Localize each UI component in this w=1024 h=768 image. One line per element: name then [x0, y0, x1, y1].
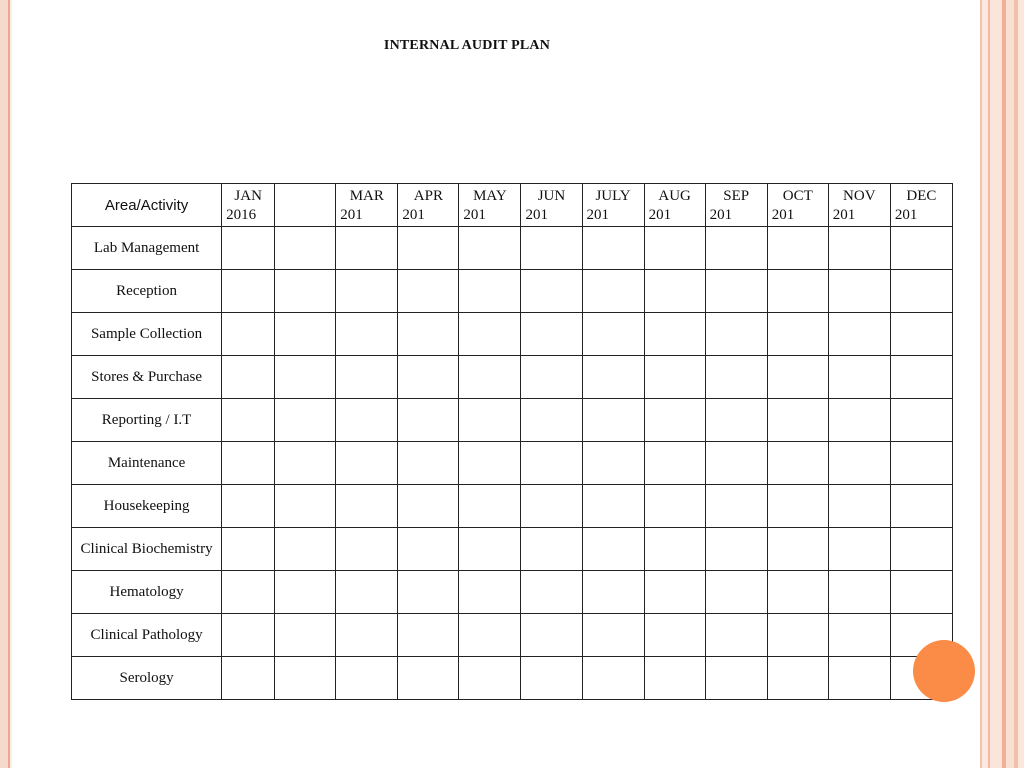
schedule-cell[interactable]: [767, 485, 828, 528]
schedule-cell[interactable]: [828, 485, 890, 528]
schedule-cell[interactable]: [644, 399, 705, 442]
schedule-cell[interactable]: [398, 313, 459, 356]
month-header: DEC 201: [890, 184, 952, 227]
schedule-cell[interactable]: [582, 227, 644, 270]
schedule-cell[interactable]: [582, 356, 644, 399]
schedule-cell[interactable]: [705, 614, 767, 657]
schedule-cell[interactable]: [275, 442, 336, 485]
audit-plan-table: [71, 183, 953, 700]
schedule-cell[interactable]: [222, 571, 275, 614]
schedule-cell[interactable]: [767, 528, 828, 571]
schedule-cell[interactable]: [521, 614, 582, 657]
schedule-cell[interactable]: [890, 571, 952, 614]
schedule-cell[interactable]: [705, 399, 767, 442]
schedule-cell[interactable]: [275, 356, 336, 399]
schedule-cell[interactable]: [459, 528, 521, 571]
schedule-cell[interactable]: [890, 485, 952, 528]
schedule-cell[interactable]: [890, 399, 952, 442]
schedule-cell[interactable]: [275, 270, 336, 313]
table-row: [72, 485, 953, 528]
month-header: MAY 201: [459, 184, 521, 227]
page-title: INTERNAL AUDIT PLAN: [383, 38, 551, 53]
schedule-cell[interactable]: [582, 399, 644, 442]
schedule-cell[interactable]: [705, 528, 767, 571]
schedule-cell[interactable]: [521, 313, 582, 356]
schedule-cell[interactable]: [222, 399, 275, 442]
schedule-cell[interactable]: [222, 227, 275, 270]
schedule-cell[interactable]: [275, 528, 336, 571]
table-row: [72, 313, 953, 356]
area-activity-header: Area/Activity: [72, 184, 222, 227]
schedule-cell[interactable]: [890, 356, 952, 399]
schedule-cell[interactable]: [398, 399, 459, 442]
schedule-cell[interactable]: [222, 528, 275, 571]
schedule-cell[interactable]: [459, 399, 521, 442]
schedule-cell[interactable]: [398, 528, 459, 571]
month-header: MAR 201: [336, 184, 398, 227]
schedule-cell[interactable]: [275, 614, 336, 657]
schedule-cell[interactable]: [828, 356, 890, 399]
schedule-cell[interactable]: [644, 270, 705, 313]
schedule-cell[interactable]: [275, 313, 336, 356]
month-header: [275, 184, 336, 227]
schedule-cell[interactable]: [459, 227, 521, 270]
schedule-cell[interactable]: [398, 227, 459, 270]
row-label: Maintenance: [72, 442, 222, 485]
orange-circle-decoration: [913, 640, 975, 702]
schedule-cell[interactable]: [828, 227, 890, 270]
schedule-cell[interactable]: [582, 614, 644, 657]
schedule-cell[interactable]: [828, 399, 890, 442]
row-label: Reporting / I.T: [72, 399, 222, 442]
schedule-cell[interactable]: [398, 270, 459, 313]
schedule-cell[interactable]: [828, 313, 890, 356]
row-label: Serology: [72, 657, 222, 700]
schedule-cell[interactable]: [275, 485, 336, 528]
schedule-cell[interactable]: [336, 657, 398, 700]
row-label: Reception: [72, 270, 222, 313]
row-label: Stores & Purchase: [72, 356, 222, 399]
schedule-cell[interactable]: [828, 571, 890, 614]
row-label: Sample Collection: [72, 313, 222, 356]
schedule-cell[interactable]: [459, 657, 521, 700]
schedule-cell[interactable]: [767, 313, 828, 356]
schedule-cell[interactable]: [767, 356, 828, 399]
schedule-cell[interactable]: [336, 356, 398, 399]
schedule-cell[interactable]: [275, 227, 336, 270]
schedule-cell[interactable]: [890, 227, 952, 270]
schedule-cell[interactable]: [890, 270, 952, 313]
schedule-cell[interactable]: [336, 399, 398, 442]
schedule-cell[interactable]: [336, 528, 398, 571]
schedule-cell[interactable]: [767, 227, 828, 270]
schedule-cell[interactable]: [398, 657, 459, 700]
schedule-cell[interactable]: [767, 270, 828, 313]
schedule-cell[interactable]: [644, 356, 705, 399]
schedule-cell[interactable]: [336, 313, 398, 356]
schedule-cell[interactable]: [521, 657, 582, 700]
schedule-cell[interactable]: [521, 485, 582, 528]
schedule-cell[interactable]: [582, 485, 644, 528]
schedule-cell[interactable]: [767, 571, 828, 614]
schedule-cell[interactable]: [828, 442, 890, 485]
month-header: OCT 201: [767, 184, 828, 227]
schedule-cell[interactable]: [398, 571, 459, 614]
schedule-cell[interactable]: [459, 571, 521, 614]
schedule-cell[interactable]: [275, 657, 336, 700]
schedule-cell[interactable]: [398, 442, 459, 485]
slide-frame-right: [976, 0, 1024, 768]
schedule-cell[interactable]: [828, 657, 890, 700]
schedule-cell[interactable]: [644, 485, 705, 528]
table-row: [72, 270, 953, 313]
month-header: JULY 201: [582, 184, 644, 227]
schedule-cell[interactable]: [459, 614, 521, 657]
table-row: [72, 571, 953, 614]
schedule-cell[interactable]: [705, 227, 767, 270]
schedule-cell[interactable]: [336, 442, 398, 485]
schedule-cell[interactable]: [705, 356, 767, 399]
schedule-cell[interactable]: [398, 485, 459, 528]
month-header: APR 201: [398, 184, 459, 227]
schedule-cell[interactable]: [828, 528, 890, 571]
schedule-cell[interactable]: [705, 313, 767, 356]
schedule-cell[interactable]: [459, 485, 521, 528]
schedule-cell[interactable]: [582, 442, 644, 485]
table-row: [72, 614, 953, 657]
schedule-cell[interactable]: [222, 657, 275, 700]
schedule-cell[interactable]: [275, 399, 336, 442]
schedule-cell[interactable]: [222, 313, 275, 356]
month-header: JAN 2016: [222, 184, 275, 227]
schedule-cell[interactable]: [705, 485, 767, 528]
schedule-cell[interactable]: [644, 528, 705, 571]
schedule-cell[interactable]: [767, 399, 828, 442]
row-label: Clinical Pathology: [72, 614, 222, 657]
schedule-cell[interactable]: [644, 442, 705, 485]
schedule-cell[interactable]: [644, 657, 705, 700]
schedule-cell[interactable]: [521, 227, 582, 270]
schedule-cell[interactable]: [705, 442, 767, 485]
schedule-cell[interactable]: [644, 227, 705, 270]
schedule-cell[interactable]: [336, 571, 398, 614]
schedule-cell[interactable]: [336, 227, 398, 270]
table-row: [72, 528, 953, 571]
schedule-cell[interactable]: [644, 571, 705, 614]
schedule-cell[interactable]: [828, 270, 890, 313]
month-header: SEP 201: [705, 184, 767, 227]
schedule-cell[interactable]: [398, 614, 459, 657]
table-row: [72, 356, 953, 399]
schedule-cell[interactable]: [521, 442, 582, 485]
schedule-cell[interactable]: [521, 270, 582, 313]
schedule-cell[interactable]: [582, 571, 644, 614]
schedule-cell[interactable]: [890, 313, 952, 356]
schedule-cell[interactable]: [336, 614, 398, 657]
schedule-cell[interactable]: [828, 614, 890, 657]
schedule-cell[interactable]: [767, 614, 828, 657]
schedule-cell[interactable]: [459, 313, 521, 356]
schedule-cell[interactable]: [521, 399, 582, 442]
schedule-cell[interactable]: [336, 270, 398, 313]
schedule-cell[interactable]: [644, 313, 705, 356]
schedule-cell[interactable]: [459, 270, 521, 313]
month-header: NOV 201: [828, 184, 890, 227]
schedule-cell[interactable]: [705, 657, 767, 700]
schedule-cell[interactable]: [222, 614, 275, 657]
schedule-cell[interactable]: [222, 270, 275, 313]
month-header: JUN 201: [521, 184, 582, 227]
table-row: [72, 657, 953, 700]
schedule-cell[interactable]: [459, 442, 521, 485]
schedule-cell[interactable]: [222, 485, 275, 528]
schedule-cell[interactable]: [705, 270, 767, 313]
schedule-cell[interactable]: [644, 614, 705, 657]
schedule-cell[interactable]: [275, 571, 336, 614]
schedule-cell[interactable]: [398, 356, 459, 399]
row-label: Hematology: [72, 571, 222, 614]
schedule-cell[interactable]: [336, 485, 398, 528]
table-row: [72, 227, 953, 270]
row-label: Housekeeping: [72, 485, 222, 528]
schedule-cell[interactable]: [521, 528, 582, 571]
slide-frame-left: [0, 0, 12, 768]
schedule-cell[interactable]: [890, 442, 952, 485]
schedule-cell[interactable]: [582, 657, 644, 700]
schedule-cell[interactable]: [890, 528, 952, 571]
table-header-row: [72, 184, 953, 227]
schedule-cell[interactable]: [459, 356, 521, 399]
row-label: Lab Management: [72, 227, 222, 270]
schedule-cell[interactable]: [222, 356, 275, 399]
row-label: Clinical Biochemistry: [72, 528, 222, 571]
schedule-cell[interactable]: [521, 356, 582, 399]
table-row: [72, 442, 953, 485]
schedule-cell[interactable]: [767, 657, 828, 700]
schedule-cell[interactable]: [582, 270, 644, 313]
schedule-cell[interactable]: [222, 442, 275, 485]
schedule-cell[interactable]: [582, 313, 644, 356]
schedule-cell[interactable]: [705, 571, 767, 614]
schedule-cell[interactable]: [521, 571, 582, 614]
table-row: [72, 399, 953, 442]
schedule-cell[interactable]: [767, 442, 828, 485]
month-header: AUG 201: [644, 184, 705, 227]
schedule-cell[interactable]: [582, 528, 644, 571]
